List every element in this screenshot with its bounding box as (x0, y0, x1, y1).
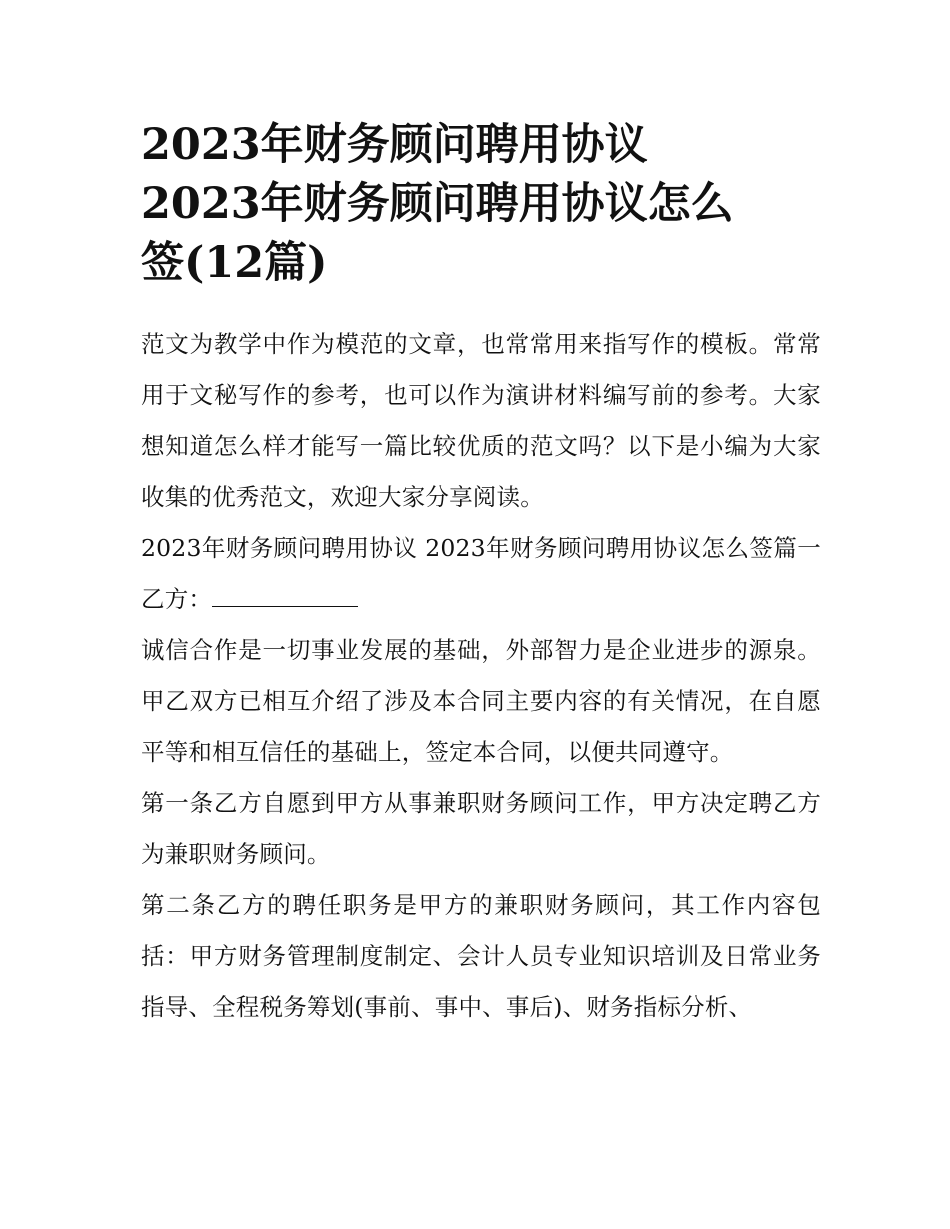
document-page (141, 116, 821, 1033)
preamble-paragraph: 诚信合作是一切事业发展的基础，外部智力是企业进步的源泉。甲乙双方已相互介绍了涉及本合同主要内容的有关情况，在自愿平等和相互信任的基础上，签定本合同，以便共同遵守。 (141, 636, 821, 766)
document-title (141, 116, 821, 293)
section-heading-paragraph (141, 523, 821, 625)
title-line-3: 签(12篇) (141, 238, 328, 288)
article-1-paragraph: 第一条乙方自愿到甲方从事兼职财务顾问工作，甲方决定聘乙方为兼职财务顾问。 (141, 789, 821, 868)
title-line-1: 2023年财务顾问聘用协议 (141, 120, 648, 170)
party-b-blank-line (212, 586, 358, 607)
intro-paragraph: 范文为教学中作为模范的文章，也常常用来指写作的模板。常常用于文秘写作的参考，也可以作为演讲材料编写前的参考。大家想知道怎么样才能写一篇比较优质的范文吗？以下是小编为大家收集的优秀范文，欢迎大家分享阅读。 (141, 330, 821, 511)
article-2-paragraph: 第二条乙方的聘任职务是甲方的兼职财务顾问，其工作内容包括：甲方财务管理制度制定、会计人员专业知识培训及日常业务指导、全程税务筹划(事前、事中、事后)、财务指标分析、 (141, 891, 821, 1021)
section-heading: 2023年财务顾问聘用协议 2023年财务顾问聘用协议怎么签篇一 乙方： (141, 534, 821, 613)
title-line-2: 2023年财务顾问聘用协议怎么 (141, 179, 734, 229)
